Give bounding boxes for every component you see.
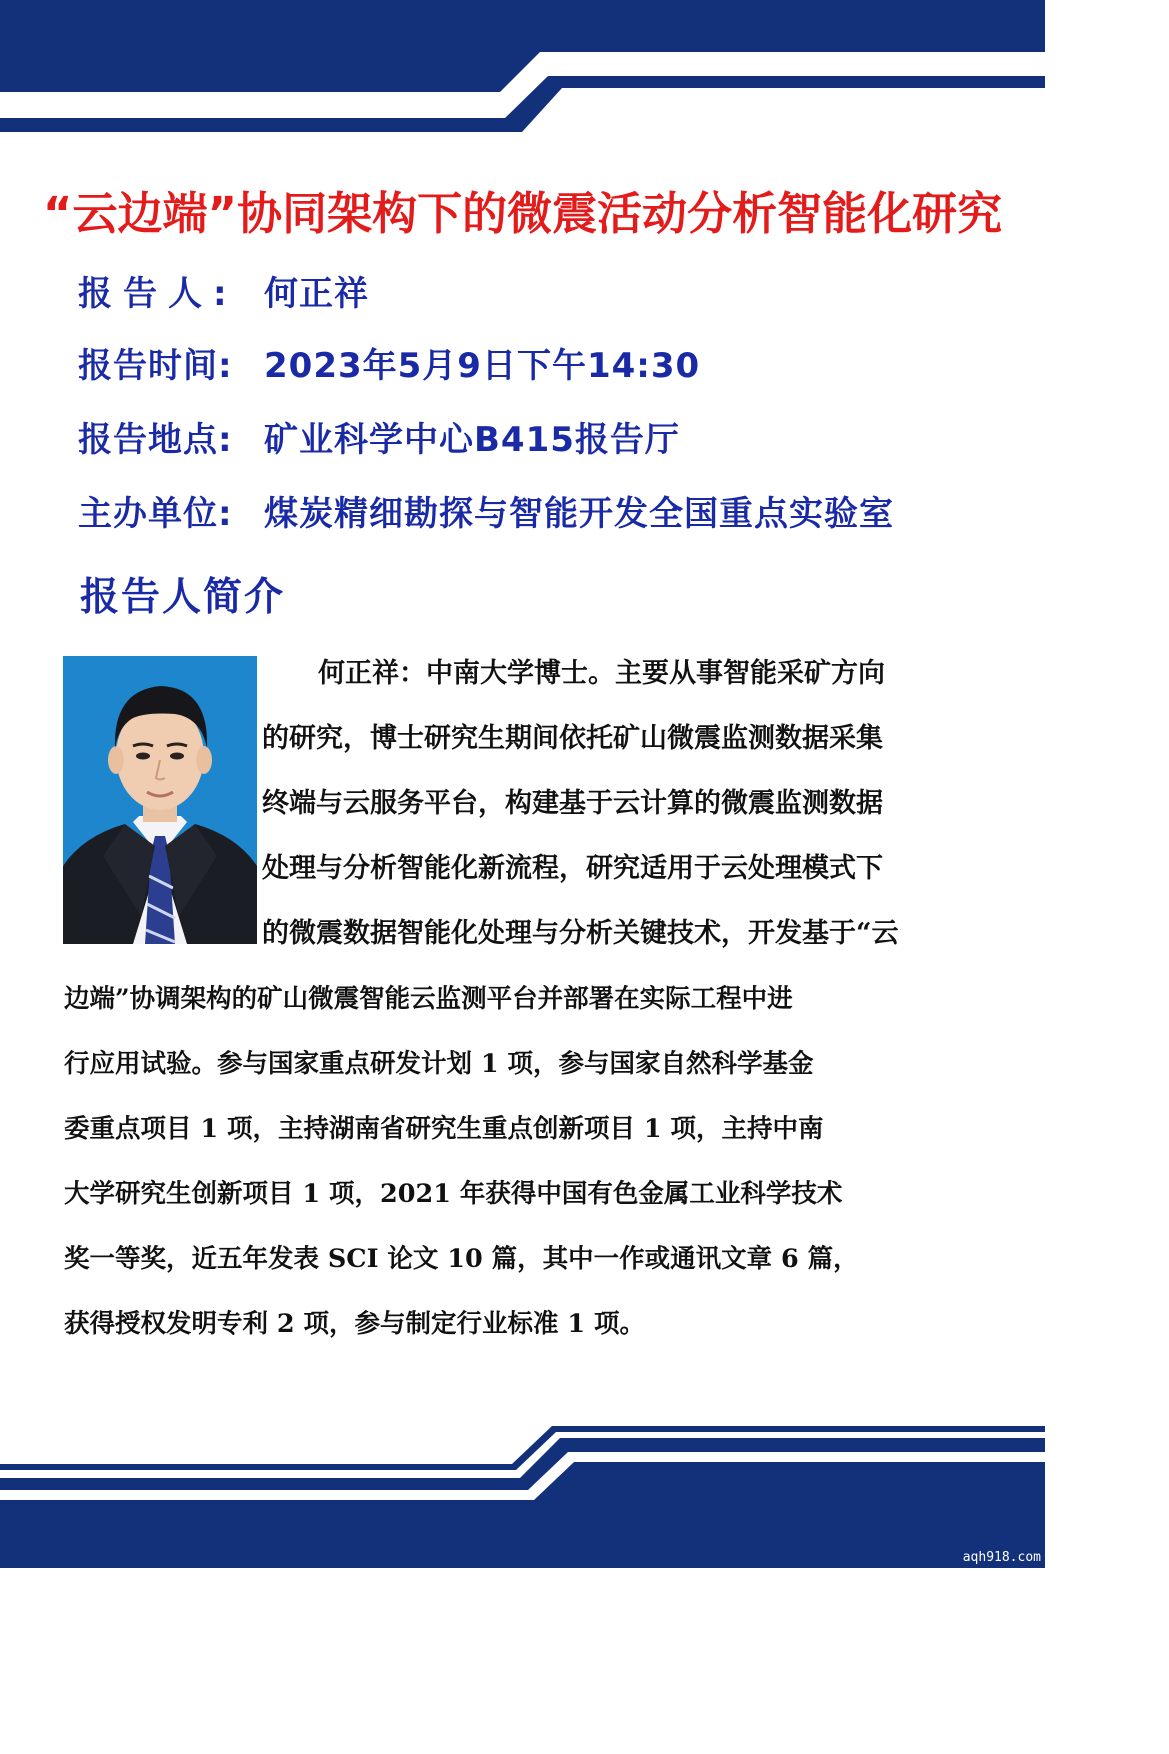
speaker-row: [78, 272, 369, 316]
speaker-name: 何正祥: [264, 274, 369, 314]
speaker-photo: [63, 656, 257, 944]
bio-line: 处理与分析智能化新流程，研究适用于云处理模式下: [262, 853, 883, 884]
time-label: 报告时间:: [78, 346, 233, 386]
bio-line: 边端”协调架构的矿山微震智能云监测平台并部署在实际工程中进: [64, 984, 793, 1014]
page-title: “云边端”协同架构下的微震活动分析智能化研究: [42, 187, 1003, 240]
top-decorative-band: [0, 0, 1045, 140]
host-label: 主办单位:: [78, 494, 233, 534]
bio-line: 获得授权发明专利 2 项，参与制定行业标准 1 项。: [64, 1309, 645, 1339]
time-value: 2023年5月9日下午14:30: [264, 346, 701, 386]
bio-heading: 报告人简介: [80, 575, 286, 620]
bio-line: 终端与云服务平台，构建基于云计算的微震监测数据: [262, 788, 883, 819]
speaker-label: 报告人:: [78, 274, 238, 314]
bio-line: 的研究，博士研究生期间依托矿山微震监测数据采集: [262, 723, 883, 754]
bottom-decorative-band: [0, 1418, 1045, 1568]
place-label: 报告地点:: [78, 420, 233, 460]
bio-line: 行应用试验。参与国家重点研发计划 1 项，参与国家自然科学基金: [64, 1049, 814, 1079]
bio-line: 奖一等奖，近五年发表 SCI 论文 10 篇，其中一作或通讯文章 6 篇，: [64, 1244, 859, 1274]
bio-line: 何正祥：中南大学博士。主要从事智能采矿方向: [318, 658, 885, 689]
bio-line: 的微震数据智能化处理与分析关键技术，开发基于“云: [262, 918, 899, 949]
watermark-text: aqh918.com: [962, 1550, 1041, 1565]
time-row: [78, 344, 700, 388]
place-value: 矿业科学中心B415报告厅: [264, 420, 680, 460]
place-row: [78, 418, 680, 462]
host-value: 煤炭精细勘探与智能开发全国重点实验室: [264, 494, 894, 534]
bio-line: 委重点项目 1 项，主持湖南省研究生重点创新项目 1 项，主持中南: [64, 1114, 824, 1144]
bio-line: 大学研究生创新项目 1 项，2021 年获得中国有色金属工业科学技术: [64, 1179, 843, 1209]
host-row: [78, 492, 894, 536]
